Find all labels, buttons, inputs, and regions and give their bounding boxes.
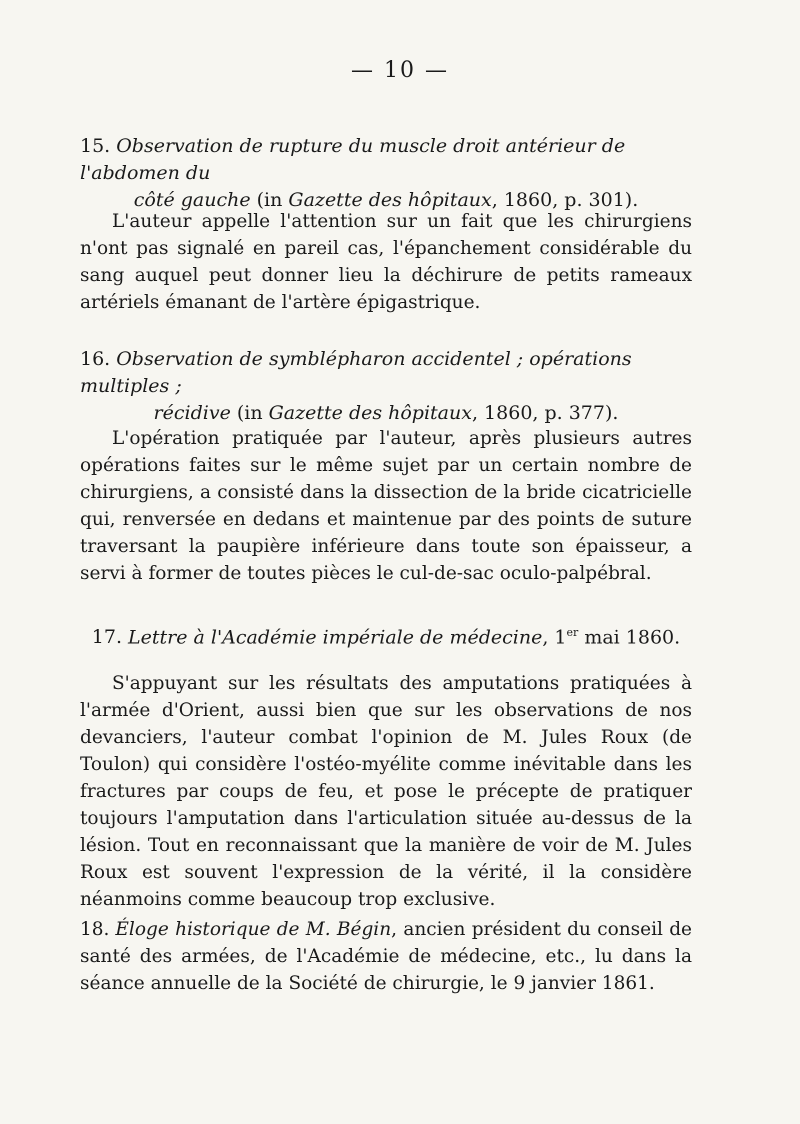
entry-18-title-rest: , ancien président du conseil de santé des armées, de l'Académie de médecine, etc., lu dans la séance annuelle de la Société de chirurgie, le 9 janvier 1861.: [80, 919, 692, 994]
entry-18: [80, 916, 692, 997]
entry-17-date-b: mai 1860.: [578, 626, 681, 649]
entry-16-ref: , 1860, p. 377).: [471, 402, 619, 424]
entry-17-body-text: S'appuyant sur les résultats des amputations pratiquées à l'armée d'Orient, aussi bien que sur les observations de nos devanciers, l'auteur combat l'opinion de M. Jules Roux (de Toulon) qui considère l'ostéo-myélite comme inévitable dans les fractures par coups de feu, et pose le précepte de pratiquer toujours l'amputation dans l'articulation située au-dessus de la lésion. Tout en reconnaissant que la manière de voir de M. Jules Roux est souvent l'expression de la vérité, il la considère néanmoins comme beaucoup trop exclusive.: [80, 673, 692, 910]
entry-17-date-a: , 1: [542, 626, 567, 649]
entry-15-heading: [80, 133, 692, 214]
entry-15-title-line1: Observation de rupture du muscle droit antérieur de l'abdomen du: [80, 135, 626, 184]
entry-16-source: Gazette des hôpitaux: [268, 402, 472, 424]
entry-17-heading: [80, 619, 692, 651]
entry-18-number: 18.: [80, 919, 110, 940]
entry-16-body: [80, 425, 692, 587]
entry-17-title: [80, 619, 692, 651]
page-number: — 10 —: [351, 58, 449, 83]
entry-15-body: [80, 208, 692, 316]
entry-17-title-text: Lettre à l'Académie impériale de médecine: [128, 626, 543, 649]
entry-16-subject: récidive: [153, 402, 231, 424]
entry-16-title-line1: Observation de symblépharon accidentel ; opérations multiples ;: [80, 348, 632, 397]
entry-16-title: [80, 346, 692, 427]
entry-15-subject: côté gauche: [133, 189, 251, 211]
entry-18-title-text: Éloge historique de M. Bégin: [115, 919, 392, 940]
entry-17-date-sup: er: [566, 626, 579, 639]
entry-17-number: 17.: [91, 626, 123, 649]
entry-15-body-text: L'auteur appelle l'attention sur un fait que les chirurgiens n'ont pas signalé en pareil cas, l'épanchement considérable du sang auquel peut donner lieu la déchirure de petits rameaux artériels émanant de l'artère épigastrique.: [80, 211, 692, 313]
entry-16-in: (in: [230, 402, 269, 424]
entry-16-number: 16.: [80, 348, 111, 370]
entry-16-body-text: L'opération pratiquée par l'auteur, après plusieurs autres opérations faites sur le même sujet par un certain nombre de chirurgiens, a consisté dans la dissection de la bride cicatricielle qui, renversée en dedans et maintenue par des points de suture traversant la paupière inférieure dans toute son épaisseur, a servi à former de toutes pièces le cul-de-sac oculo-palpébral.: [80, 428, 692, 584]
entry-15-ref: , 1860, p. 301).: [491, 189, 639, 211]
entry-15-source: Gazette des hôpitaux: [288, 189, 492, 211]
entry-15-number: 15.: [80, 135, 111, 157]
entry-17-body: [80, 670, 692, 913]
entry-16-title-line2: [80, 400, 692, 427]
entry-15-in: (in: [250, 189, 289, 211]
entry-15-title: [80, 133, 692, 214]
entry-16-heading: [80, 346, 692, 427]
